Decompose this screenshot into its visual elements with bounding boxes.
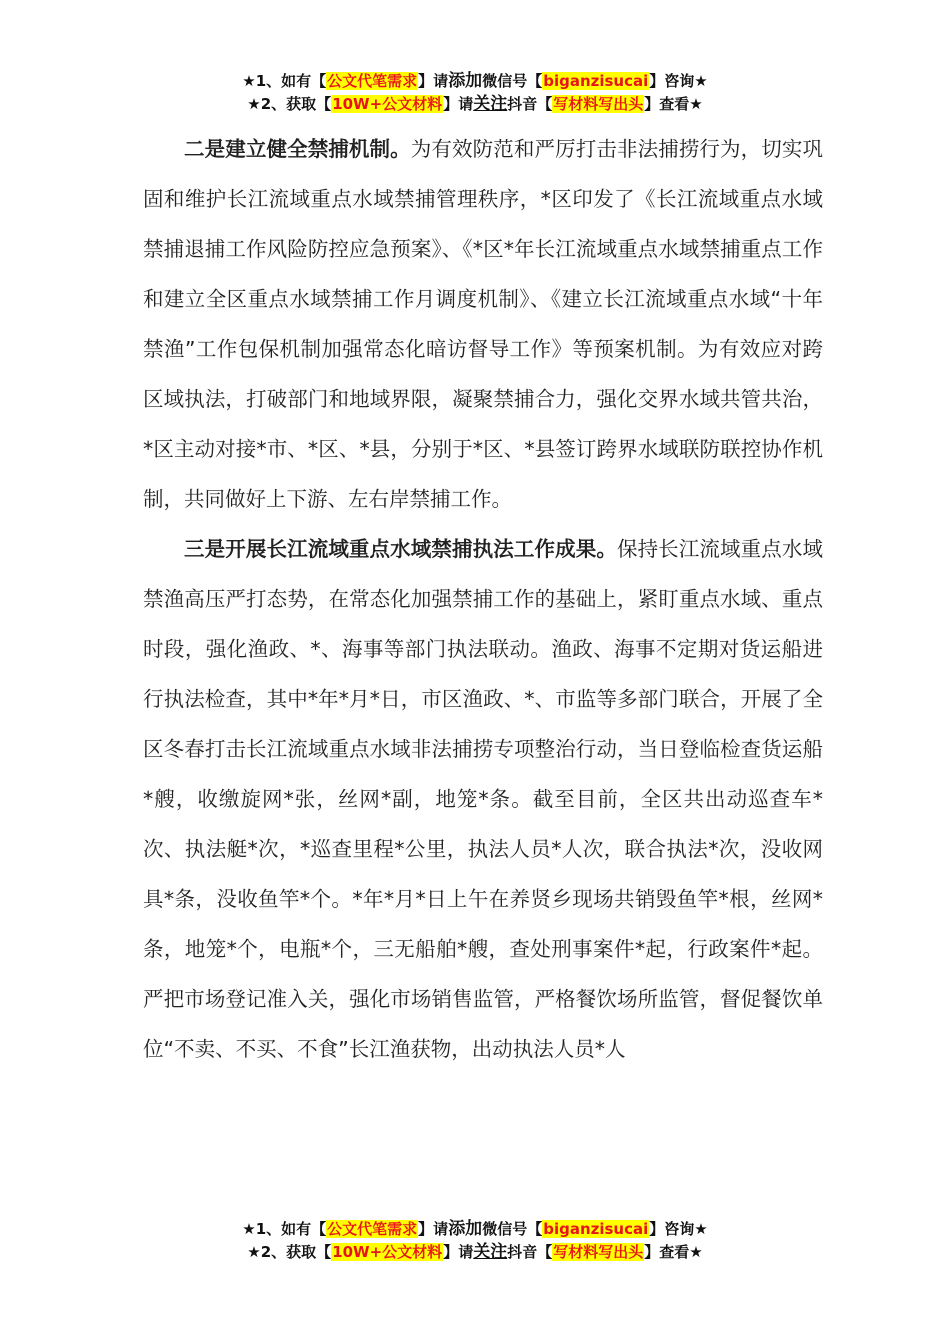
highlight-douyin-account: 写材料写出头 [553, 95, 644, 113]
highlight-ghostwriting: 公文代笔需求 [327, 72, 418, 90]
banner-text: 抖音【 [507, 1243, 553, 1261]
banner-text: 】请 [443, 95, 474, 113]
paragraph-text: 保持长江流域重点水域禁渔高压严打态势，在常态化加强禁捕工作的基础上，紧盯重点水域、重点时段，强化渔政、*、海事等部门执法联动。渔政、海事不定期对货运船进行执法检查，其中*年*月*日，市区渔政、*、市监等多部门联合，开展了全区冬春打击长江流域重点水域非法捕捞专项整治行动，当日登临检查货运船*艘，收缴旋网*张，丝网*副，地笼*条。截至目前，全区共出动巡查车*次、执法艇*次，*巡查里程*公里，执法人员*人次，联合执法*次，没收网具*条，没收鱼竿*个。*年*月*日上午在养贤乡现场共销毁鱼竿*根，丝网*条，地笼*个，电瓶*个，三无船舶*艘，查处刑事案件*起，行政案件*起。严把市场登记准入关，强化市场销售监管，严格餐饮场所监管，督促餐饮单位“不卖、不买、不食”长江渔获物，出动执法人员*人 [143, 537, 824, 1061]
banner-text: 】查看★ [644, 95, 703, 113]
document-body [143, 124, 823, 1074]
banner-text: 】请 [418, 1220, 449, 1238]
banner-text: ★2、获取【 [247, 95, 332, 113]
banner-text: 】请 [443, 1243, 474, 1261]
banner-text: 微信号【 [482, 1220, 543, 1238]
banner-line-1 [0, 1218, 950, 1241]
banner-text: 抖音【 [507, 95, 553, 113]
highlight-materials: 10W+公文材料 [332, 1243, 443, 1261]
banner-text: 】请 [418, 72, 449, 90]
paragraph-text: 为有效防范和严厉打击非法捕捞行为，切实巩固和维护长江流域重点水域禁捕管理秩序，*区印发了《长江流域重点水域禁捕退捕工作风险防控应急预案》、《*区*年长江流域重点水域禁捕重点工作和建立全区重点水域禁捕工作月调度机制》、《建立长江流域重点水域“十年禁渔”工作包保机制加强常态化暗访督导工作》等预案机制。为有效应对跨区域执法，打破部门和地域界限，凝聚禁捕合力，强化交界水域共管共治，*区主动对接*市、*区、*县，分别于*区、*县签订跨界水域联防联控协作机制，共同做好上下游、左右岸禁捕工作。 [143, 137, 824, 511]
banner-text: ★2、获取【 [247, 1243, 332, 1261]
banner-text: ★1、如有【 [242, 72, 327, 90]
banner-line-2 [0, 1241, 950, 1264]
banner-text: 】咨询★ [649, 72, 708, 90]
banner-text: 】查看★ [644, 1243, 703, 1261]
paragraph-ban-mechanism [143, 124, 823, 524]
highlight-wechat-id: biganzisucai [543, 1220, 649, 1238]
footer-banner [0, 1218, 950, 1264]
banner-line-1 [0, 70, 950, 93]
banner-emphasis: 添加 [448, 71, 483, 91]
highlight-materials: 10W+公文材料 [332, 95, 443, 113]
banner-line-2 [0, 93, 950, 116]
banner-text: 微信号【 [482, 72, 543, 90]
banner-text: 】咨询★ [649, 1220, 708, 1238]
header-banner [0, 70, 950, 116]
highlight-ghostwriting: 公文代笔需求 [327, 1220, 418, 1238]
banner-emphasis: 关注 [473, 1242, 508, 1262]
banner-emphasis: 关注 [473, 94, 508, 114]
banner-text: ★1、如有【 [242, 1220, 327, 1238]
paragraph-heading: 二是建立健全禁捕机制。 [184, 137, 411, 161]
highlight-wechat-id: biganzisucai [543, 72, 649, 90]
highlight-douyin-account: 写材料写出头 [553, 1243, 644, 1261]
paragraph-enforcement-results [143, 524, 823, 1074]
banner-emphasis: 添加 [448, 1219, 483, 1239]
paragraph-heading: 三是开展长江流域重点水域禁捕执法工作成果。 [184, 537, 617, 561]
